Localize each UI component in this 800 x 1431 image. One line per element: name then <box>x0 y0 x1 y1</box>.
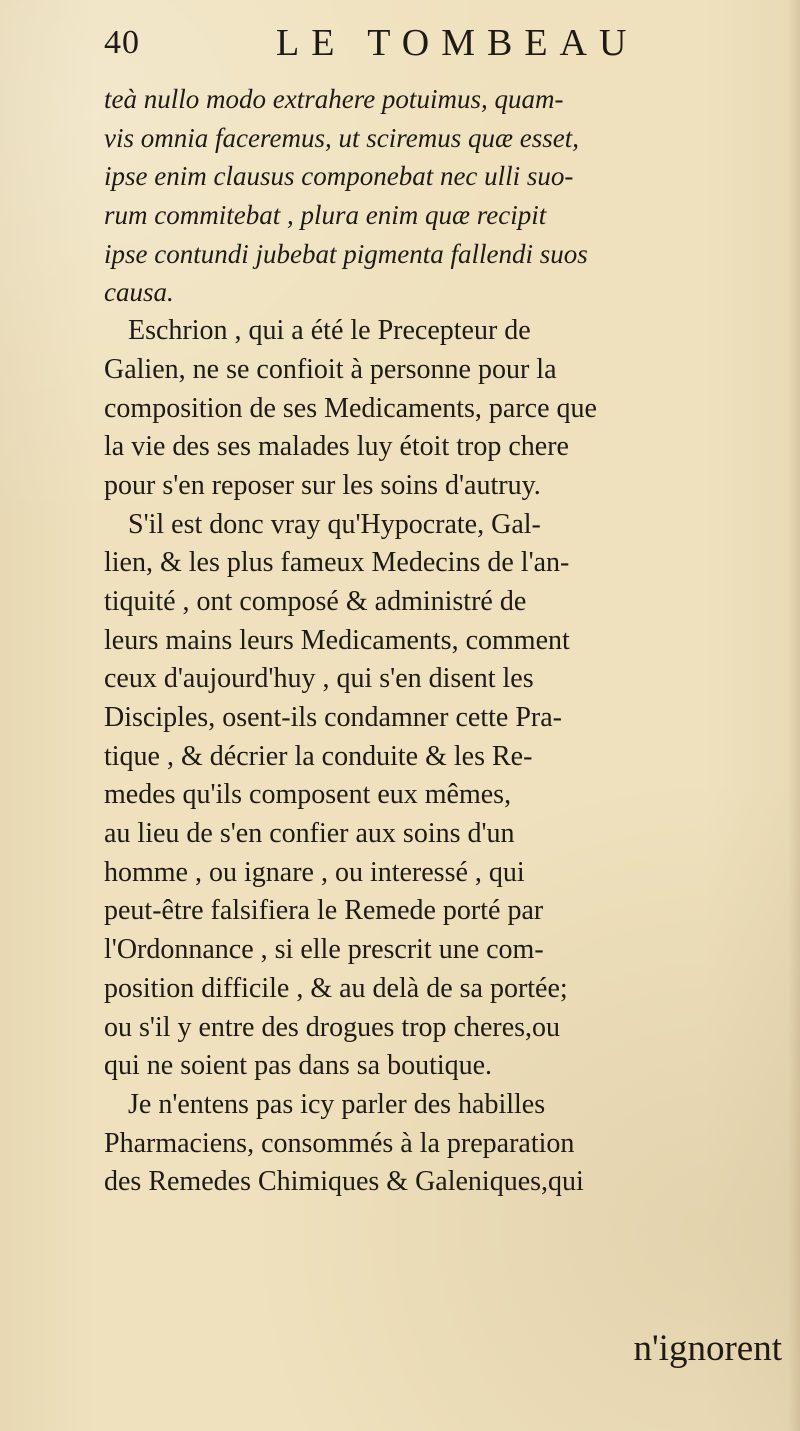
paragraph-line: des Remedes Chimiques & Galeniques,qui <box>104 1166 584 1198</box>
paragraph-line: la vie des ses malades luy étoit trop chere <box>104 431 569 463</box>
latin-line: ipse enim clausus componebat nec ulli suo- <box>104 161 574 192</box>
latin-line: rum commitebat , plura enim quæ recipit <box>104 200 547 231</box>
paragraph-line: ceux d'aujourd'huy , qui s'en disent les <box>104 663 534 695</box>
catchword: n'ignorent <box>633 1328 782 1369</box>
page-edge-shadow <box>788 0 800 1431</box>
latin-line: vis omnia faceremus, ut sciremus quæ esset, <box>104 122 579 153</box>
paragraph-line: l'Ordonnance , si elle prescrit une com- <box>104 934 544 966</box>
paragraph-line: leurs mains leurs Medicaments, comment <box>104 624 570 656</box>
paragraph-line: tiquité , ont composé & administré de <box>104 585 527 617</box>
paragraph-line: ou s'il y entre des drogues trop cheres,ou <box>104 1011 561 1043</box>
latin-line: ipse contundi jubebat pigmenta fallendi suos <box>104 238 588 269</box>
text-block <box>104 80 784 1202</box>
latin-line: causa. <box>104 277 174 308</box>
paragraph-line: peut-être falsifiera le Remede porté par <box>104 895 544 927</box>
paragraph-line: qui ne soient pas dans sa boutique. <box>104 1050 493 1082</box>
paragraph-line: composition de ses Medicaments, parce que <box>104 392 597 424</box>
catchword-container <box>0 1330 800 1367</box>
paragraph-line: homme , ou ignare , ou interessé , qui <box>104 856 525 888</box>
paragraph-line: Disciples, osent-ils condamner cette Pra- <box>104 702 562 733</box>
paragraph-line: tique , & décrier la conduite & les Re- <box>104 740 533 772</box>
paragraph-line: S'il est donc vray qu'Hypocrate, Gal- <box>128 508 541 540</box>
paragraph-line: lien, & les plus fameux Medecins de l'an- <box>104 547 570 579</box>
page-number: 40 <box>104 24 140 61</box>
paragraph-line: Pharmaciens, consommés à la preparation <box>104 1127 575 1159</box>
header <box>104 24 764 78</box>
paragraph-line: Galien, ne se confioit à personne pour la <box>104 353 557 385</box>
paragraph-line: au lieu de s'en confier aux soins d'un <box>104 818 515 850</box>
paragraph-line: position difficile , & au delà de sa portée; <box>104 972 568 1004</box>
paragraph-line: Je n'entens pas icy parler des habilles <box>128 1088 546 1120</box>
paragraph-line: pour s'en reposer sur les soins d'autruy. <box>104 469 541 501</box>
paragraph-line: Eschrion , qui a été le Precepteur de <box>128 315 531 347</box>
latin-line: teà nullo modo extrahere potuimus, quam- <box>104 84 564 114</box>
running-head: LE TOMBEAU <box>276 22 639 64</box>
paragraph-line: medes qu'ils composent eux mêmes, <box>104 779 512 811</box>
